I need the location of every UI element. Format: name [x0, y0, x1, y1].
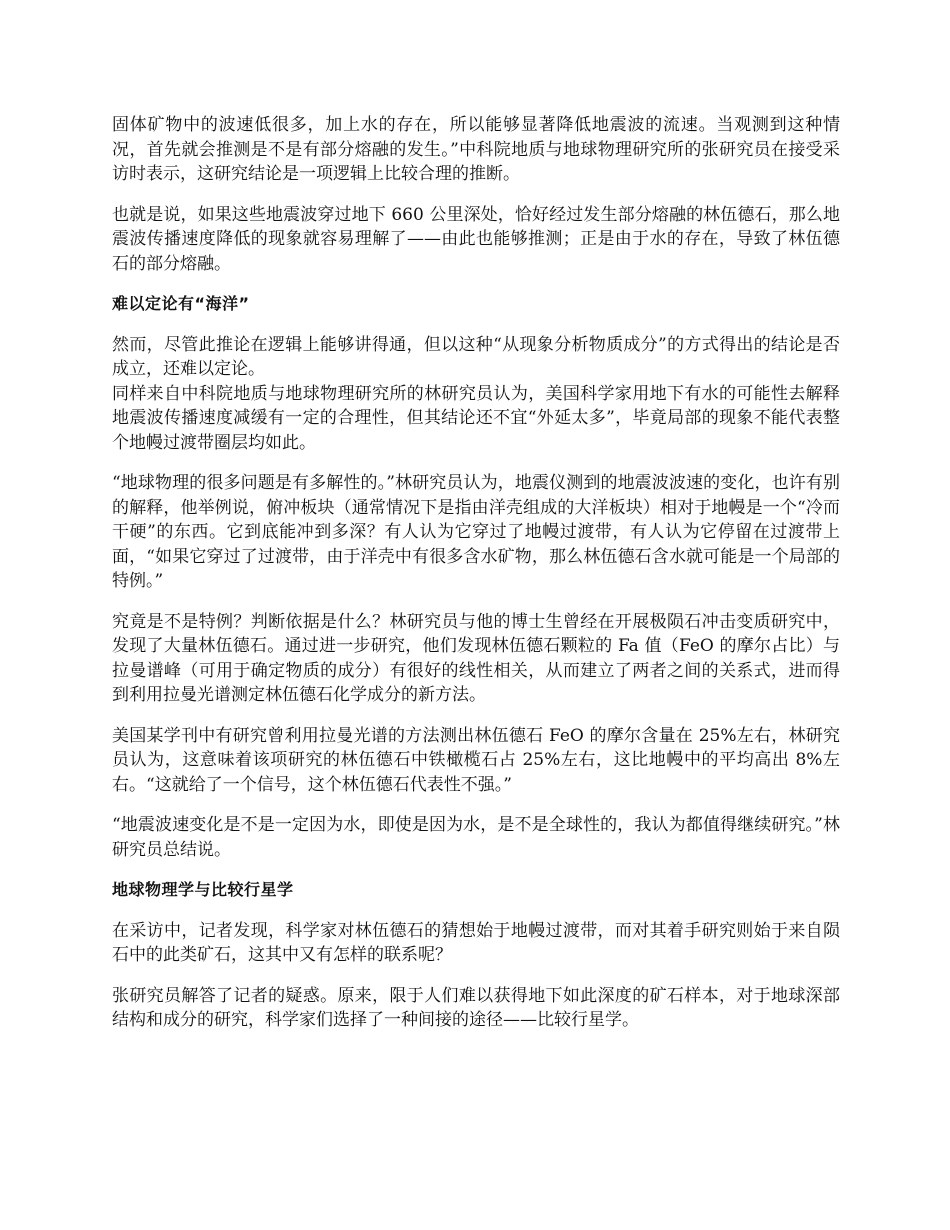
paragraph-hard-to-conclude: 然而，尽管此推论在逻辑上能够讲得通，但以这种“从现象分析物质成分”的方式得出的结论是否成立，还难以定论。 — [112, 334, 840, 379]
paragraph-660km-inference: 也就是说，如果这些地震波穿过地下 660 公里深处，恰好经过发生部分熔融的林伍德石，那么地震波传播速度降低的现象就容易理解了——由此也能够推测；正是由于水的存在，导致了林伍德石的部分熔融。 — [112, 204, 840, 274]
paragraph-reporter-question: 在采访中，记者发现，科学家对林伍德石的猜想始于地幔过渡带，而对其着手研究则始于来自陨石中的此类矿石，这其中又有怎样的联系呢？ — [112, 920, 840, 965]
paragraph-special-case: 究竟是不是特例？判断依据是什么？林研究员与他的博士生曾经在开展极陨石冲击变质研究中，发现了大量林伍德石。通过进一步研究，他们发现林伍德石颗粒的 Fa 值（FeO 的摩尔占比）与拉曼谱峰（可用于确定物质的成分）有很好的线性相关，从而建立了两者之间的关系式，进而得到利用拉曼光谱测定林伍德石化学成分的新方法。 — [112, 611, 840, 705]
article-body — [112, 113, 840, 1033]
paragraph-conclusion-quote: “地震波速变化是不是一定因为水，即使是因为水，是不是全球性的，我认为都值得继续研究。”林研究员总结说。 — [112, 815, 840, 860]
paragraph-multiple-solutions: “地球物理的很多问题是有多解性的。”林研究员认为，地震仪测到的地震波波速的变化，也许有别的解释，他举例说，俯冲板块（通常情况下是指由洋壳组成的大洋板块）相对于地幔是一个“冷而干硬”的东西。它到底能冲到多深？有人认为它穿过了地幔过渡带，有人认为它停留在过渡带上面，“如果它穿过了过渡带，由于洋壳中有很多含水矿物，那么林伍德石含水就可能是一个局部的特例。” — [112, 473, 840, 591]
section-heading-ocean: 难以定论有“海洋” — [112, 294, 250, 313]
paragraph-partial-melting: 固体矿物中的波速低很多，加上水的存在，所以能够显著降低地震波的流速。当观测到这种情况，首先就会推测是不是有部分熔融的发生。”中科院地质与地球物理研究所的张研究员在接受采访时表示，这研究结论是一项逻辑上比较合理的推断。 — [112, 115, 840, 184]
paragraph-lin-view: 同样来自中科院地质与地球物理研究所的林研究员认为，美国科学家用地下有水的可能性去解释地震波传播速度减缓有一定的合理性，但其结论还不宜“外延太多”，毕竟局部的现象不能代表整个地幔过渡带圈层均如此。 — [112, 383, 840, 453]
section-heading-planetology: 地球物理学与比较行星学 — [112, 880, 294, 899]
paragraph-raman-feo: 美国某学刊中有研究曾利用拉曼光谱的方法测出林伍德石 FeO 的摩尔含量在 25%左右，林研究员认为，这意味着该项研究的林伍德石中铁橄榄石占 25%左右，这比地幔中的平均高出 8%左右。“这就给了一个信号，这个林伍德石代表性不强。” — [112, 725, 840, 795]
paragraph-comparative-planetology: 张研究员解答了记者的疑惑。原来，限于人们难以获得地下如此深度的矿石样本，对于地球深部结构和成分的研究，科学家们选择了一种间接的途径——比较行星学。 — [112, 985, 840, 1030]
